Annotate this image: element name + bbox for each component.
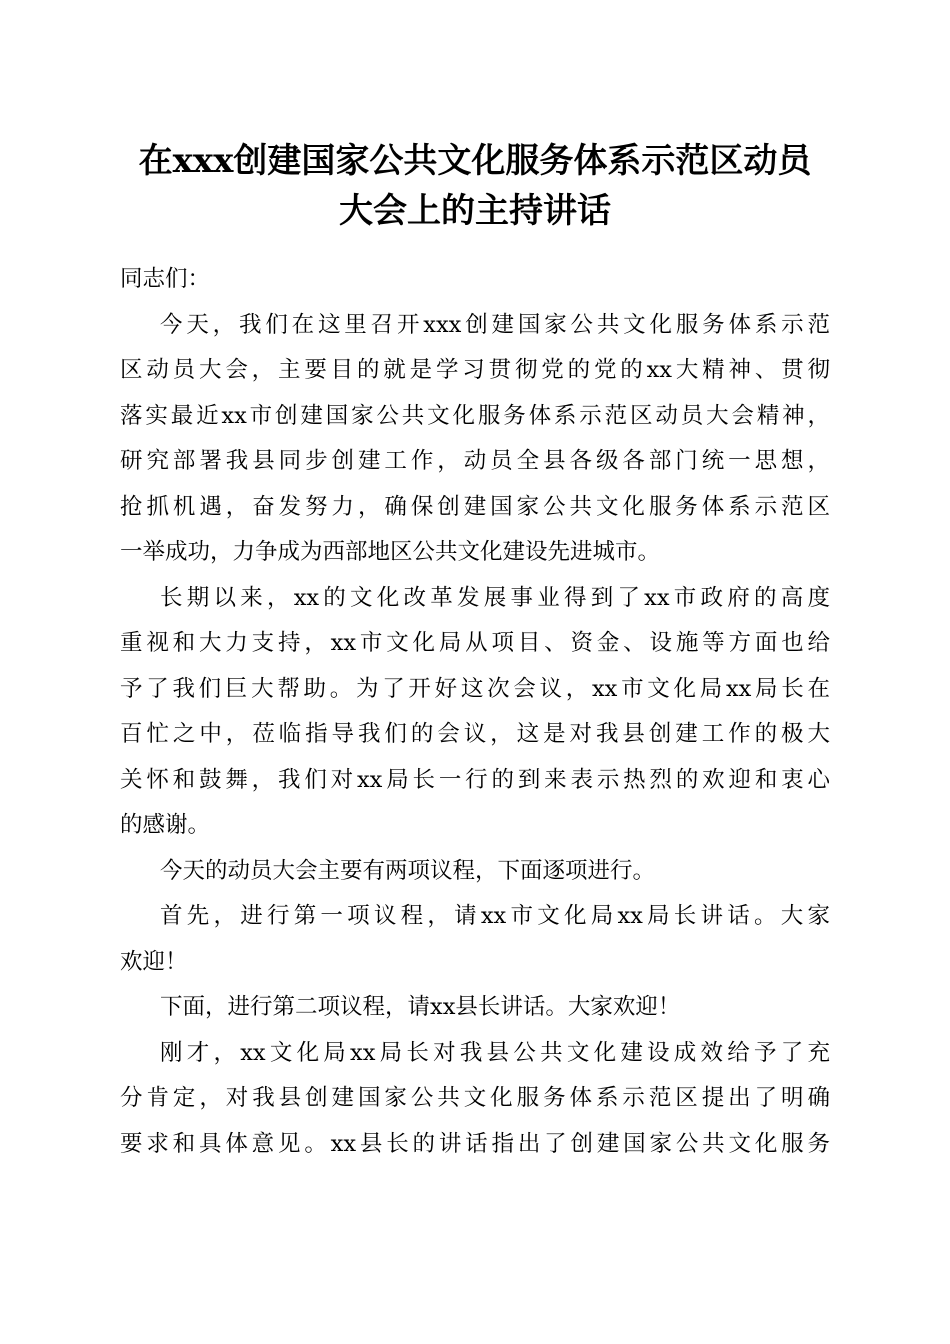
paragraph-5-line-1: 下面，进行第二项议程，请xx县长讲话。大家欢迎！ [160,994,681,1020]
paragraph-3 [120,849,830,895]
title-line-2: 大会上的主持讲话 [339,191,611,231]
paragraph-3-line-1: 今天的动员大会主要有两项议程，下面逐项进行。 [160,857,656,884]
salutation [120,257,830,303]
paragraph-1-line-4: 研究部署我县同步创建工作，动员全县各级各部门统一思想， [120,448,830,474]
title-line-1: 在xxx创建国家公共文化服务体系示范区动员 [138,141,812,181]
document-title [110,136,840,236]
paragraph-1-line-3: 落实最近xx市创建国家公共文化服务体系示范区动员大会精神， [120,402,830,429]
paragraph-1-line-2: 区动员大会，主要目的就是学习贯彻党的党的xx大精神、贯彻 [120,357,830,383]
paragraph-2-line-1: 长期以来，xx的文化改革发展事业得到了xx市政府的高度 [160,584,830,611]
paragraph-2-line-4: 百忙之中，莅临指导我们的会议，这是对我县创建工作的极大 [120,721,830,747]
paragraph-2-line-2: 重视和大力支持，xx市文化局从项目、资金、设施等方面也给 [120,630,830,656]
paragraph-1-line-1: 今天，我们在这里召开xxx创建国家公共文化服务体系示范 [160,311,830,338]
paragraph-1-line-6: 一举成功，力争成为西部地区公共文化建设先进城市。 [120,539,661,565]
paragraph-6-line-3: 要求和具体意见。xx县长的讲话指出了创建国家公共文化服务 [120,1130,830,1157]
paragraph-2-line-3: 予了我们巨大帮助。为了开好这次会议，xx市文化局xx局长在 [120,675,830,702]
paragraph-1-line-5: 抢抓机遇，奋发努力，确保创建国家公共文化服务体系示范区 [120,493,830,520]
paragraph-1 [120,303,830,576]
paragraph-4-line-2: 欢迎！ [120,948,188,975]
paragraph-6-line-2: 分肯定，对我县创建国家公共文化服务体系示范区提出了明确 [120,1085,830,1111]
paragraph-2-line-5: 关怀和鼓舞，我们对xx局长一行的到来表示热烈的欢迎和衷心 [120,766,830,793]
paragraph-2-line-6: 的感谢。 [120,812,211,838]
paragraph-4 [120,894,830,985]
paragraph-6 [120,1031,830,1168]
document-body [120,257,830,1167]
paragraph-6-line-1: 刚才，xx文化局xx局长对我县公共文化建设成效给予了充 [160,1039,830,1066]
salutation-text: 同志们： [120,266,211,292]
paragraph-5 [120,985,830,1031]
paragraph-4-line-1: 首先，进行第一项议程，请xx市文化局xx局长讲话。大家 [160,903,830,929]
paragraph-2 [120,576,830,849]
